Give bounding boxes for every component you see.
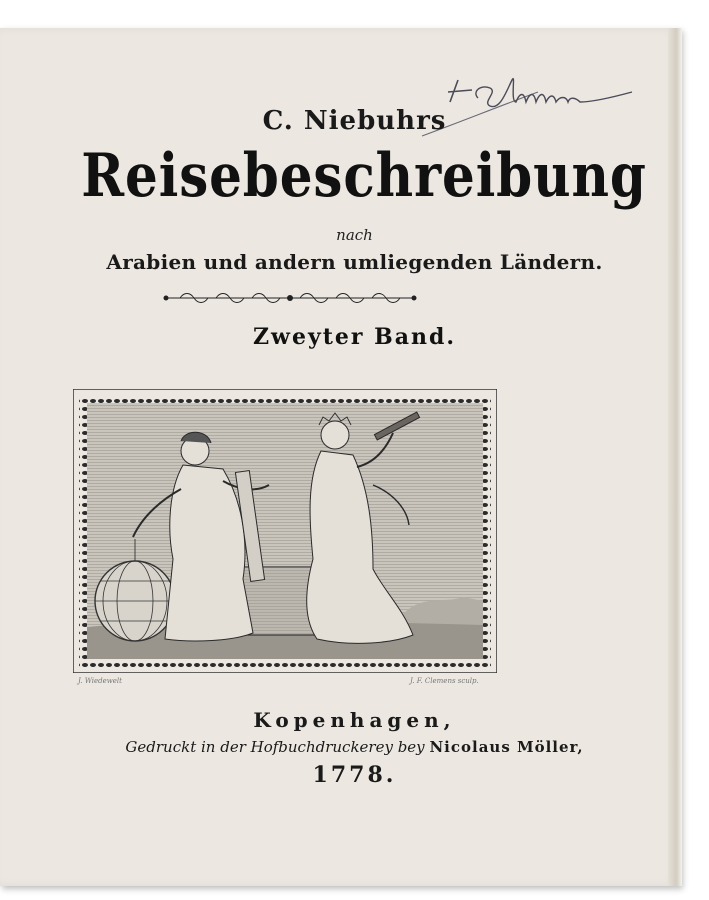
page-edge [668,28,682,886]
engraving-vignette [73,389,497,673]
imprint-year: 1778. [312,762,397,788]
volume-label: Zweyter Band. [252,324,457,350]
title-connector: nach [336,226,373,244]
engraving-credit-left: J. Wiedewelt [78,677,122,685]
author-line: C. Niebuhrs [262,106,447,136]
book-title: Reisebeschreibung [81,141,647,211]
printer-prefix: Gedruckt in der Hofbuchdruckerey bey [125,738,425,756]
book-subtitle: Arabien und andern umliegenden Ländern. [106,250,603,274]
engraving-credit-right: J. F. Clemens sculp. [410,677,479,685]
ornamental-rule [160,290,420,306]
printer-name: Nicolaus Möller, [429,738,584,756]
imprint-city: Kopenhagen, [253,708,456,732]
imprint-printer [0,738,709,756]
